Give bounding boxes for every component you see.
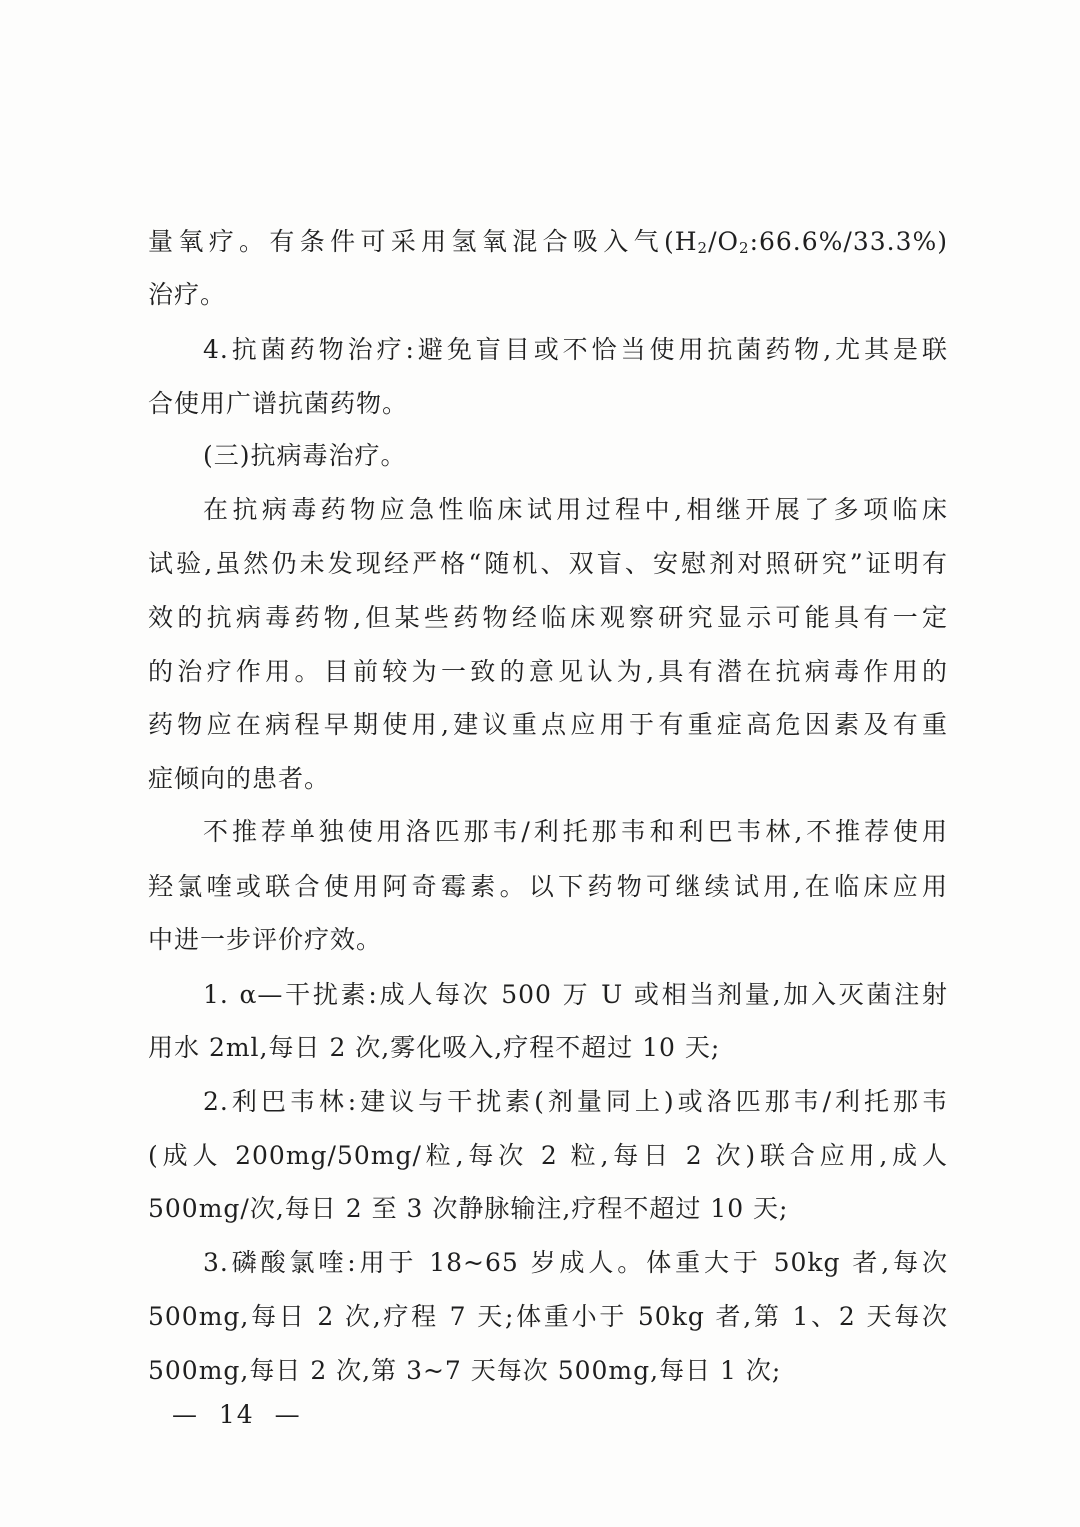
paragraph-line: 量氧疗。有条件可采用氢氧混合吸入气$(H_2/O_2:66.6\%/33.3\%)$	[148, 227, 948, 257]
list-item: 1. α—干扰素:成人每次 500 万 U 或相当剂量,加入灭菌注射	[203, 980, 948, 1009]
paragraph-line: 症倾向的患者。	[148, 764, 331, 793]
paragraph-line: 用水 2ml,每日 2 次,雾化吸入,疗程不超过 10 天;	[148, 1033, 721, 1062]
paragraph-line: 合使用广谱抗菌药物。	[148, 389, 409, 418]
paragraph-line: 效的抗病毒药物,但某些药物经临床观察研究显示可能具有一定	[148, 603, 948, 632]
page-number: — 14 —	[172, 1400, 302, 1429]
list-item: 2.利巴韦林:建议与干扰素(剂量同上)或洛匹那韦/利托那韦	[203, 1087, 948, 1116]
paragraph-line: 500mg,每日 2 次,疗程 7 天;体重小于 50kg 者,第 1、2 天每次	[148, 1302, 948, 1331]
paragraph-line: 500mg/次,每日 2 至 3 次静脉输注,疗程不超过 10 天;	[148, 1194, 789, 1223]
paragraph-line: 治疗。	[148, 280, 227, 309]
paragraph-line: 中进一步评价疗效。	[148, 925, 383, 954]
paragraph-line: 500mg,每日 2 次,第 3~7 天每次 500mg,每日 1 次;	[148, 1356, 782, 1385]
section-heading: (三)抗病毒治疗。	[203, 441, 407, 470]
paragraph-line: 的治疗作用。目前较为一致的意见认为,具有潜在抗病毒作用的	[148, 657, 948, 686]
section-item-heading: 4.抗菌药物治疗:避免盲目或不恰当使用抗菌药物,尤其是联	[203, 335, 948, 364]
paragraph-line: 试验,虽然仍未发现经严格“随机、双盲、安慰剂对照研究”证明有	[148, 549, 948, 578]
paragraph-line: 羟氯喹或联合使用阿奇霉素。以下药物可继续试用,在临床应用	[148, 872, 948, 901]
list-item: 3.磷酸氯喹:用于 18~65 岁成人。体重大于 50kg 者,每次	[203, 1248, 948, 1277]
paragraph-line: (成人 200mg/50mg/粒,每次 2 粒,每日 2 次)联合应用,成人	[148, 1141, 948, 1170]
paragraph-line: 不推荐单独使用洛匹那韦/利托那韦和利巴韦林,不推荐使用	[203, 817, 948, 846]
paragraph-line: 药物应在病程早期使用,建议重点应用于有重症高危因素及有重	[148, 710, 948, 739]
paragraph-line: 在抗病毒药物应急性临床试用过程中,相继开展了多项临床	[203, 495, 948, 524]
